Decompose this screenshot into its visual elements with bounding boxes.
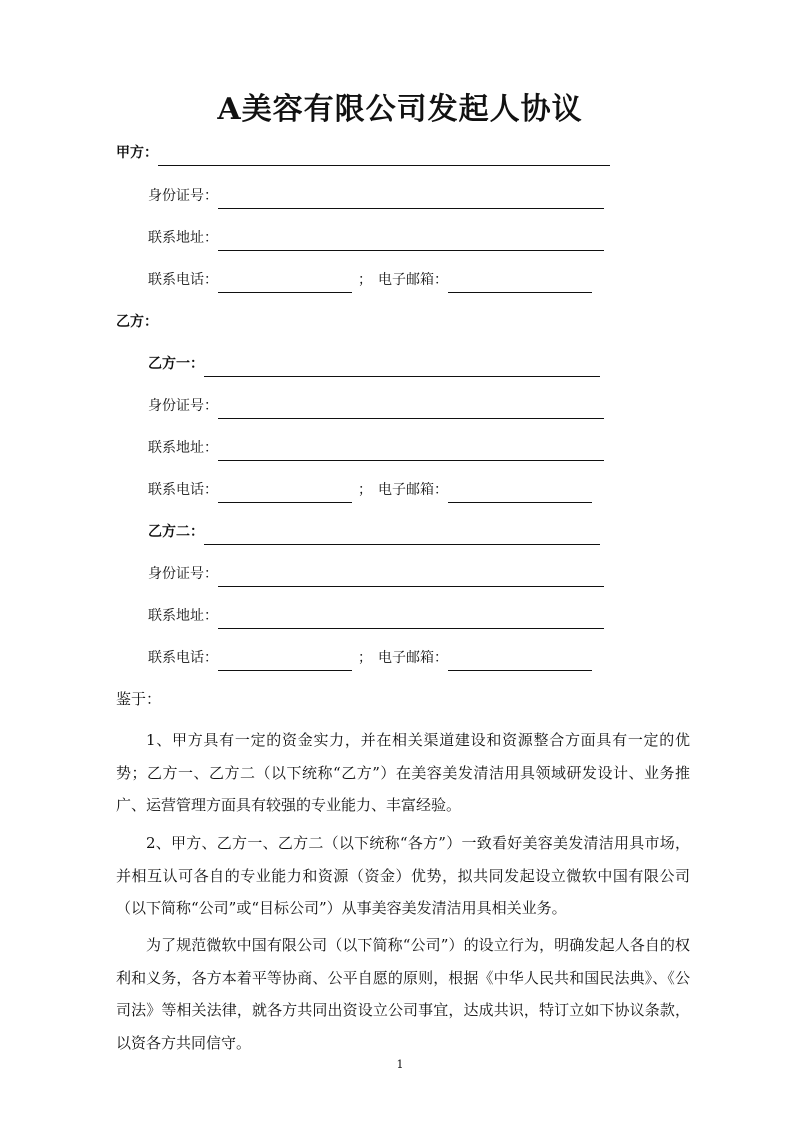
party-b1-phone-label: 联系电话： <box>148 482 218 498</box>
party-b1-row <box>148 351 600 377</box>
party-b2-phone-label: 联系电话： <box>148 650 218 666</box>
party-b2-id-label: 身份证号： <box>148 566 218 582</box>
whereas-paragraph-1: 1、甲方具有一定的资金实力，并在相关渠道建设和资源整合方面具有一定的优势；乙方一、乙方二（以下统称“乙方”）在美容美发清洁用具领域研发设计、业务推广、运营管理方面具有较强的专业能力、丰富经验。 <box>116 731 690 814</box>
document-title: A美容有限公司发起人协议 <box>217 92 583 127</box>
party-a-id-row <box>148 183 604 209</box>
party-b1-email-field[interactable] <box>448 482 592 503</box>
party-b1-id-field[interactable] <box>218 398 604 419</box>
party-b2-row <box>148 519 600 545</box>
party-b2-address-label: 联系地址： <box>148 608 218 624</box>
party-b2-id-field[interactable] <box>218 566 604 587</box>
party-a-address-row <box>148 225 604 251</box>
party-a-id-field[interactable] <box>218 188 604 209</box>
party-a-phone-label: 联系电话： <box>148 272 218 288</box>
party-a-email-label: 电子邮箱： <box>378 272 448 288</box>
whereas-paragraph-2: 2、甲方、乙方一、乙方二（以下统称“各方”）一致看好美容美发清洁用具市场，并相互认可各自的专业能力和资源（资金）优势，拟共同发起设立微软中国有限公司（以下简称“公司”或“目标公司”）从事美容美发清洁用具相关业务。 <box>116 834 690 917</box>
party-b1-id-label: 身份证号： <box>148 398 218 414</box>
party-b1-address-label: 联系地址： <box>148 440 218 456</box>
party-b2-address-row <box>148 603 604 629</box>
party-a-phone-separator: ； <box>358 272 372 288</box>
party-a-name-field[interactable] <box>158 145 610 166</box>
party-b1-contact-row <box>148 477 592 503</box>
party-b1-email-label: 电子邮箱： <box>378 482 448 498</box>
party-a-contact-row <box>148 267 592 293</box>
party-b2-email-field[interactable] <box>448 650 592 671</box>
party-b1-phone-field[interactable] <box>218 482 352 503</box>
party-a-row <box>116 140 610 166</box>
party-b1-address-field[interactable] <box>218 440 604 461</box>
party-b-row <box>116 309 158 335</box>
party-a-email-field[interactable] <box>448 272 592 293</box>
party-b2-label: 乙方二： <box>148 524 204 540</box>
party-b2-phone-separator: ； <box>358 650 372 666</box>
party-b1-label: 乙方一： <box>148 356 204 372</box>
whereas-label: 鉴于： <box>116 690 162 708</box>
party-b1-address-row <box>148 435 604 461</box>
party-a-phone-field[interactable] <box>218 272 352 293</box>
party-a-address-label: 联系地址： <box>148 230 218 246</box>
party-b1-name-field[interactable] <box>204 356 600 377</box>
party-b2-address-field[interactable] <box>218 608 604 629</box>
party-a-id-label: 身份证号： <box>148 188 218 204</box>
party-b1-phone-separator: ； <box>358 482 372 498</box>
party-a-address-field[interactable] <box>218 230 604 251</box>
party-b2-contact-row <box>148 645 592 671</box>
party-a-label: 甲方： <box>116 145 158 161</box>
party-b2-phone-field[interactable] <box>218 650 352 671</box>
party-b2-id-row <box>148 561 604 587</box>
party-b2-email-label: 电子邮箱： <box>378 650 448 666</box>
party-b2-name-field[interactable] <box>204 524 600 545</box>
party-b-label: 乙方： <box>116 314 158 330</box>
party-b1-id-row <box>148 393 604 419</box>
page-number: 1 <box>396 1058 404 1071</box>
purpose-paragraph: 为了规范微软中国有限公司（以下简称“公司”）的设立行为，明确发起人各自的权利和义务，各方本着平等协商、公平自愿的原则，根据《中华人民共和国民法典》、《公司法》等相关法律，就各方共同出资设立公司事宜，达成共识，特订立如下协议条款，以资各方共同信守。 <box>116 936 690 1052</box>
